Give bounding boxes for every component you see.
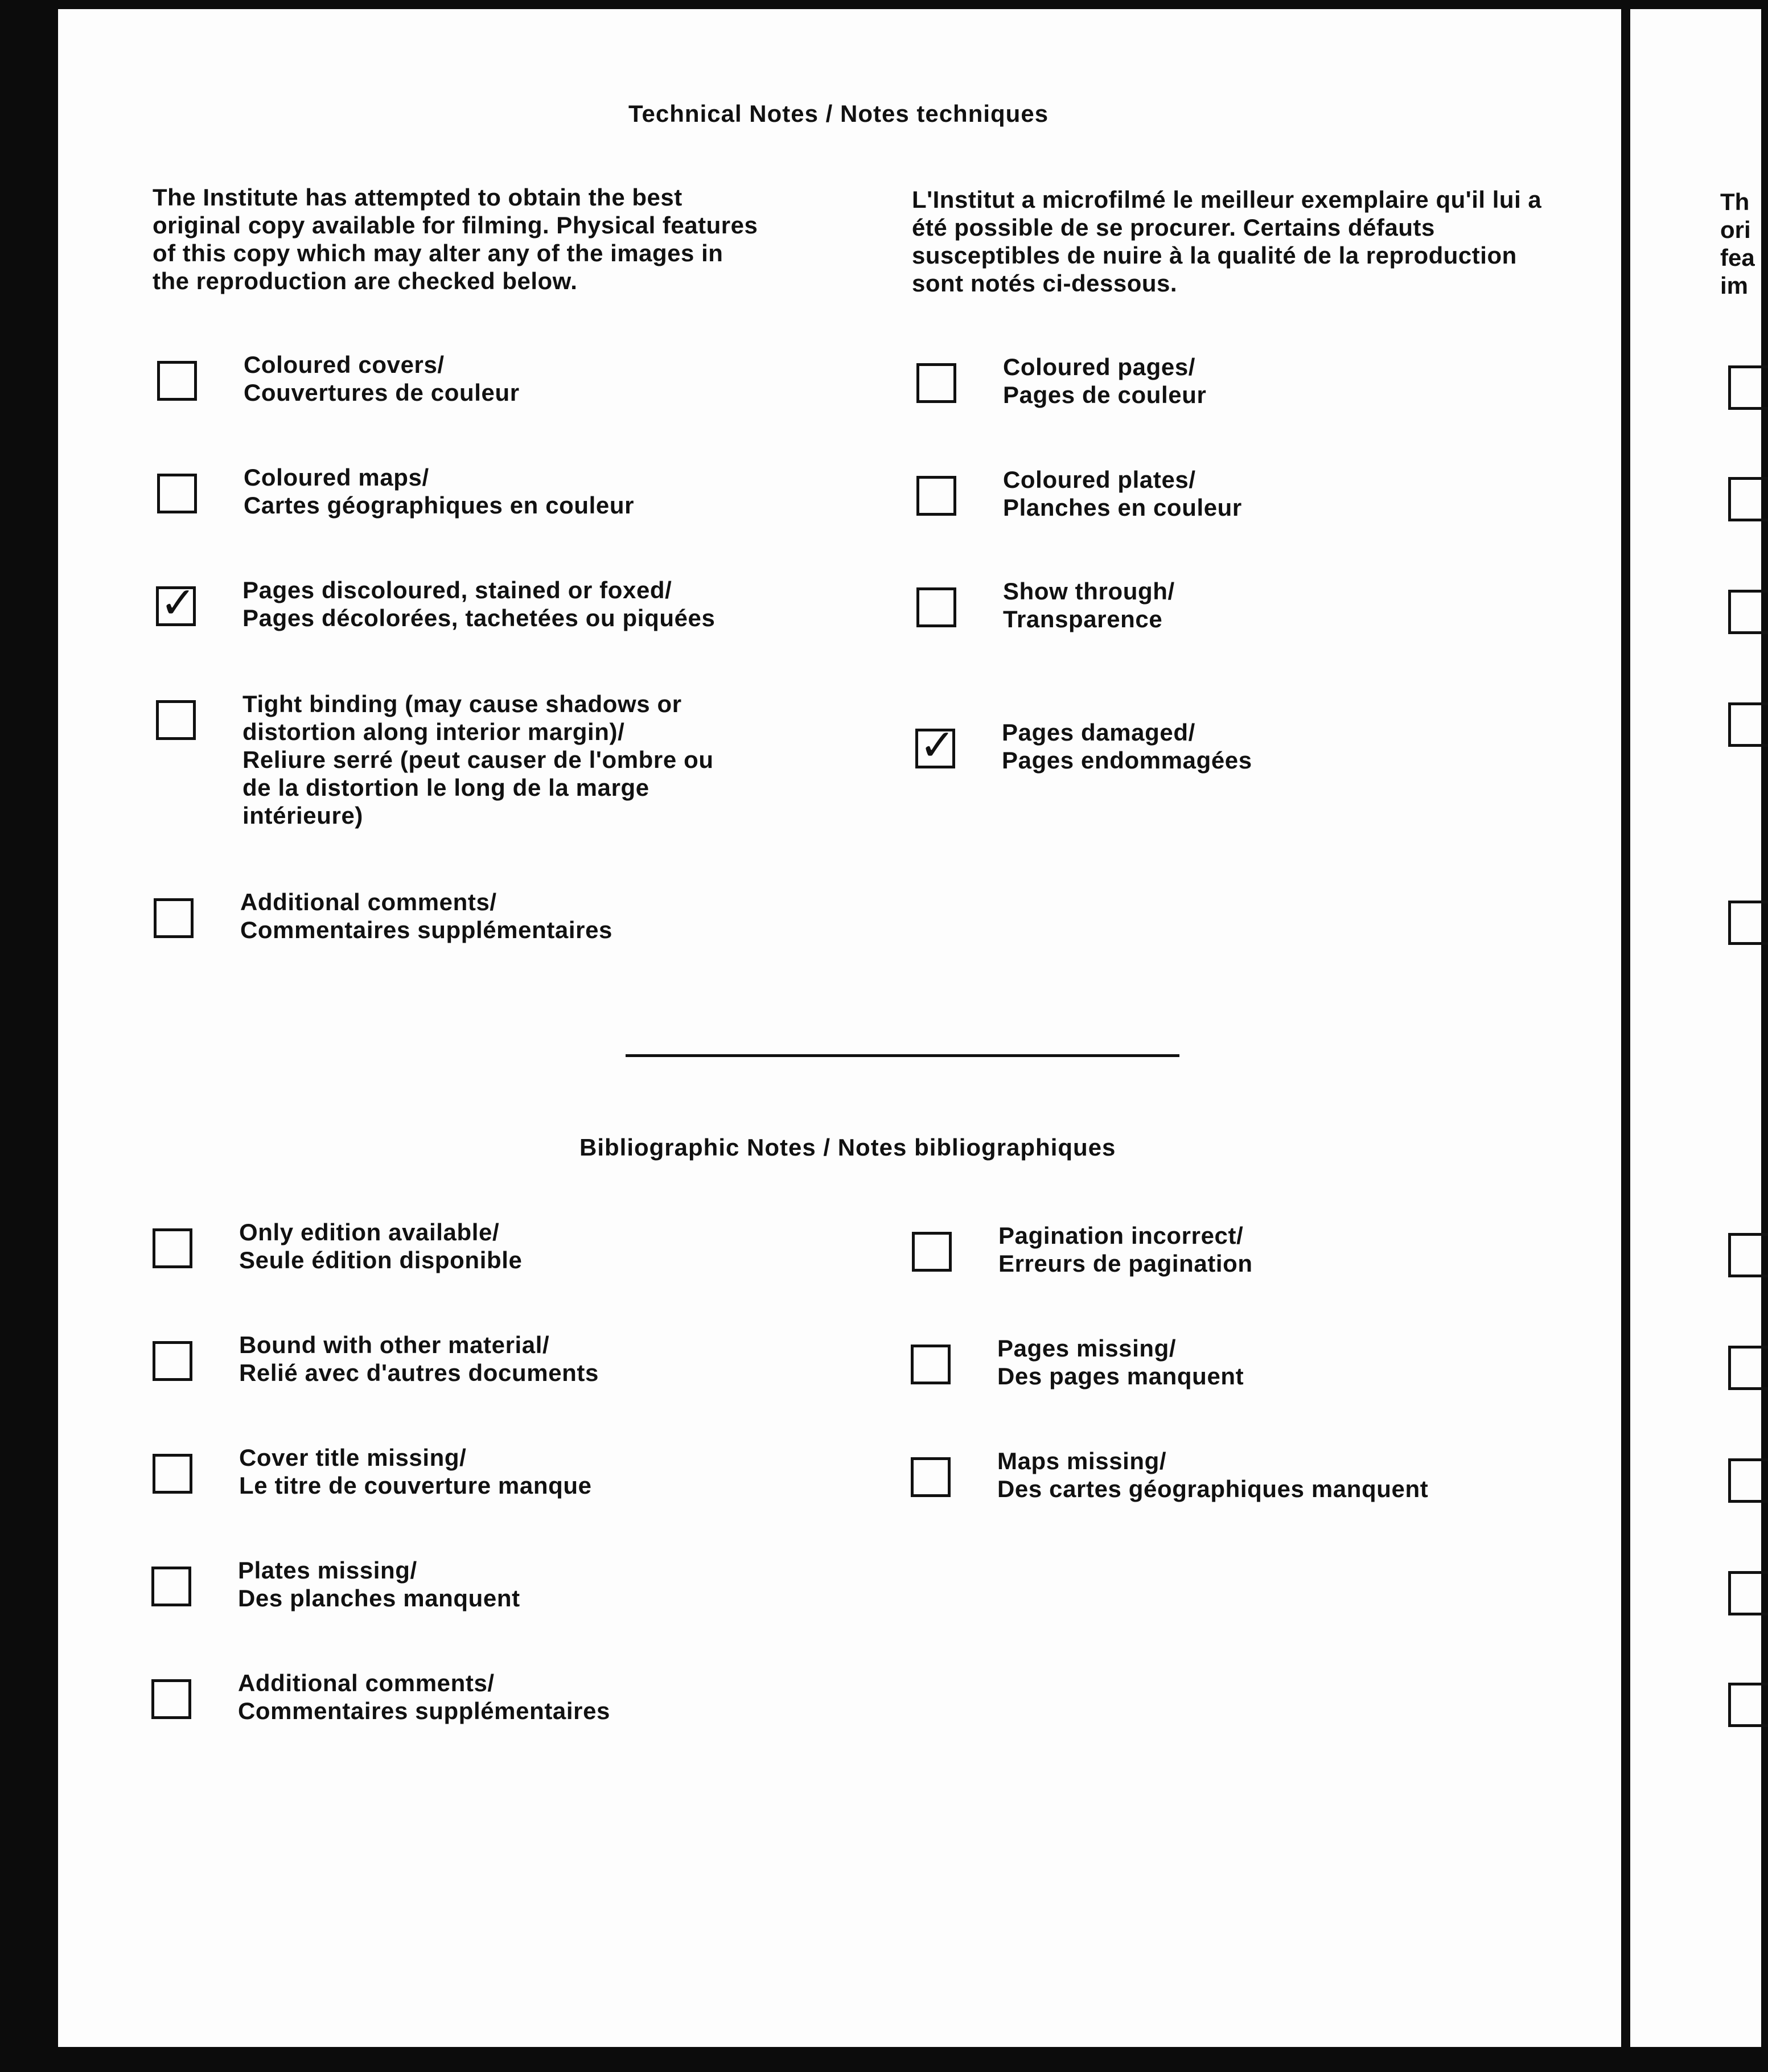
checkbox-fragment <box>1728 477 1768 521</box>
item-label: Show through/ Transparence <box>1003 578 1175 632</box>
checkbox[interactable] <box>153 1454 192 1494</box>
checkbox[interactable] <box>916 476 956 516</box>
checkbox[interactable] <box>911 1345 951 1384</box>
item-label: Bound with other material/ Relié avec d'autres documents <box>239 1331 599 1386</box>
checkbox[interactable] <box>157 361 197 401</box>
checkbox-fragment <box>1728 1233 1768 1277</box>
checkbox[interactable] <box>912 1232 952 1272</box>
checkbox[interactable] <box>153 1228 192 1268</box>
checkbox[interactable] <box>157 474 197 513</box>
bibliographic-notes-heading: Bibliographic Notes / Notes bibliographiques <box>579 1134 1116 1161</box>
checkbox-fragment <box>1728 1683 1768 1727</box>
checkbox-fragment <box>1728 702 1768 747</box>
item-label: Additional comments/ Commentaires supplémentaires <box>240 889 613 943</box>
checkbox-fragment <box>1728 590 1768 634</box>
checkbox[interactable] <box>156 577 196 628</box>
checkbox[interactable] <box>916 363 956 403</box>
checkbox[interactable] <box>156 700 196 740</box>
item-label: Pages discoloured, stained or foxed/ Pages décolorées, tachetées ou piquées <box>242 577 716 631</box>
item-label: Coloured maps/ Cartes géographiques en couleur <box>244 464 635 519</box>
checkbox-fragment <box>1728 365 1768 410</box>
item-label: Maps missing/ Des cartes géographiques manquent <box>997 1448 1429 1502</box>
fragment-text: fea <box>1720 244 1755 271</box>
item-label: Coloured pages/ Pages de couleur <box>1003 353 1207 408</box>
item-label: Coloured covers/ Couvertures de couleur <box>244 351 520 406</box>
checkbox-fragment <box>1728 901 1768 945</box>
fragment-text: Th <box>1720 188 1750 215</box>
section-divider <box>626 1054 1179 1057</box>
item-label: Pages missing/ Des pages manquent <box>997 1335 1244 1389</box>
checkbox[interactable] <box>911 1457 951 1497</box>
checkbox-fragment <box>1728 1571 1768 1615</box>
intro-french: L'Institut a microfilmé le meilleur exemplaire qu'il lui a été possible de se procurer. Certains défauts susceptibles de nuire à la qualité de la reproduction sont notés ci-dessous. <box>912 186 1542 297</box>
fragment-text: im <box>1720 272 1749 299</box>
checkbox[interactable] <box>154 898 194 938</box>
document-page <box>58 9 1621 2047</box>
checkbox[interactable] <box>151 1567 191 1606</box>
item-label: Additional comments/ Commentaires supplémentaires <box>238 1670 611 1724</box>
intro-english: The Institute has attempted to obtain the best original copy available for filming. Physical features of this copy which may alter any of the images in the reproduction are checked below. <box>153 184 758 294</box>
item-label: Cover title missing/ Le titre de couverture manque <box>239 1444 592 1499</box>
item-label: Only edition available/ Seule édition disponible <box>239 1219 523 1273</box>
adjacent-page-fragment <box>1630 9 1761 2047</box>
checkmark-icon: ✓ <box>160 577 196 628</box>
item-label: Plates missing/ Des planches manquent <box>238 1557 520 1611</box>
technical-notes-heading: Technical Notes / Notes techniques <box>628 100 1049 127</box>
checkbox[interactable] <box>153 1341 192 1381</box>
checkbox[interactable] <box>916 587 956 627</box>
checkbox[interactable] <box>151 1679 191 1719</box>
checkbox-fragment <box>1728 1458 1768 1503</box>
checkmark-icon: ✓ <box>919 720 956 770</box>
item-label: Pages damaged/ Pages endommagées <box>1002 719 1252 774</box>
item-label: Coloured plates/ Planches en couleur <box>1003 466 1242 521</box>
fragment-text: ori <box>1720 216 1751 243</box>
item-label: Pagination incorrect/ Erreurs de pagination <box>998 1222 1253 1277</box>
item-label: Tight binding (may cause shadows or distortion along interior margin)/ Reliure serré (peut causer de l'ombre ou de la distortion le long de la marge intérieure) <box>242 690 714 829</box>
checkbox[interactable] <box>915 720 956 770</box>
checkbox-fragment <box>1728 1346 1768 1390</box>
